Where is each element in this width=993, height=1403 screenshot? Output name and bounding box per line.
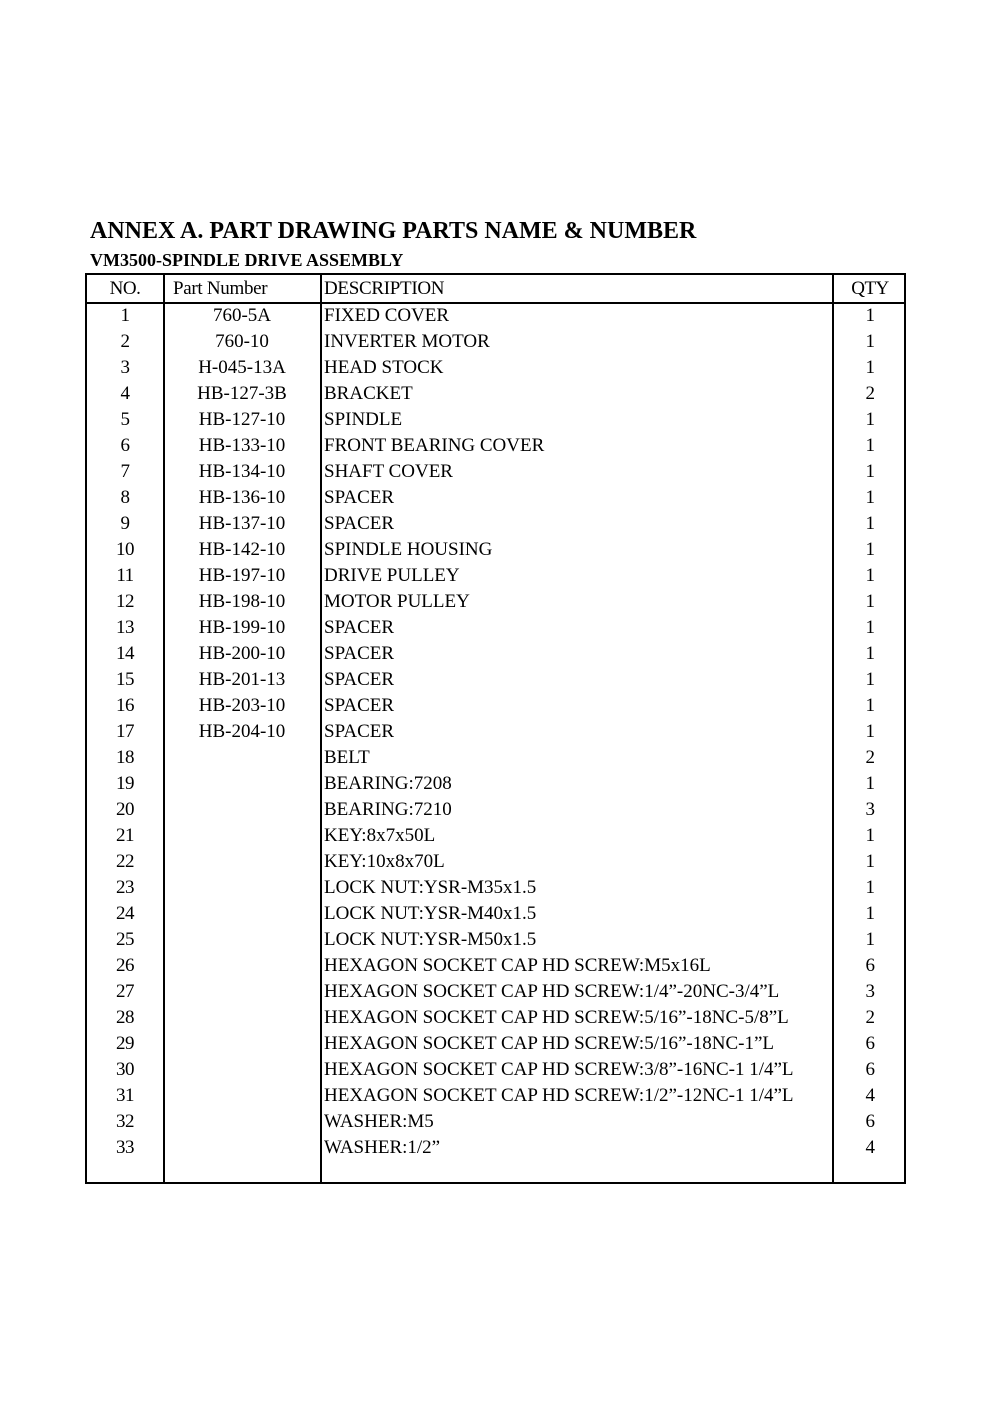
row-no: 10 xyxy=(116,539,134,560)
row-description: SPACER xyxy=(324,513,395,534)
row-description: KEY:8x7x50L xyxy=(324,825,436,846)
row-description: HEXAGON SOCKET CAP HD SCREW:5/16”-18NC-5/8”L xyxy=(324,1007,789,1028)
row-qty: 1 xyxy=(865,695,875,716)
row-qty: 4 xyxy=(865,1085,875,1106)
row-qty: 1 xyxy=(865,617,875,638)
row-qty: 4 xyxy=(865,1137,875,1158)
row-part-number: 760-10 xyxy=(215,331,269,352)
row-part-number: HB-127-3B xyxy=(197,383,287,404)
row-qty: 1 xyxy=(865,903,875,924)
row-no: 23 xyxy=(116,877,134,898)
row-part-number xyxy=(164,1109,320,1135)
row-part-number: HB-198-10 xyxy=(198,591,286,612)
row-qty: 1 xyxy=(865,643,875,664)
row-description: LOCK NUT:YSR-M40x1.5 xyxy=(324,903,537,924)
row-description: MOTOR PULLEY xyxy=(324,591,470,612)
row-qty: 3 xyxy=(865,981,875,1002)
row-qty: 6 xyxy=(865,1033,875,1054)
row-no: 32 xyxy=(116,1111,134,1132)
header-part-number: Part Number xyxy=(173,278,268,299)
row-part-number xyxy=(164,901,320,927)
row-qty: 1 xyxy=(865,409,875,430)
row-part-number: HB-136-10 xyxy=(198,487,286,508)
row-description: SPACER xyxy=(324,695,395,716)
row-no: 20 xyxy=(116,799,134,820)
row-part-number xyxy=(164,1057,320,1083)
row-part-number: H-045-13A xyxy=(198,357,286,378)
row-part-number xyxy=(164,875,320,901)
row-no: 4 xyxy=(120,383,130,404)
row-qty: 1 xyxy=(865,773,875,794)
row-description: FRONT BEARING COVER xyxy=(324,435,545,456)
row-no: 11 xyxy=(116,565,134,586)
row-description: WASHER:1/2” xyxy=(324,1137,441,1158)
row-qty: 3 xyxy=(865,799,875,820)
row-no: 5 xyxy=(120,409,130,430)
row-description: SPACER xyxy=(324,669,395,690)
row-description: SPINDLE xyxy=(324,409,403,430)
row-no: 33 xyxy=(116,1137,134,1158)
row-part-number xyxy=(164,745,320,771)
row-no: 25 xyxy=(116,929,134,950)
row-qty: 1 xyxy=(865,721,875,742)
row-description: BELT xyxy=(324,747,370,768)
row-description: BEARING:7210 xyxy=(324,799,452,820)
row-part-number xyxy=(164,953,320,979)
row-part-number: HB-134-10 xyxy=(198,461,286,482)
row-part-number: HB-199-10 xyxy=(198,617,286,638)
row-qty: 1 xyxy=(865,435,875,456)
row-no: 8 xyxy=(120,487,130,508)
row-description: SPACER xyxy=(324,643,395,664)
column-divider-part-number xyxy=(320,275,322,1182)
row-part-number: HB-200-10 xyxy=(198,643,286,664)
row-part-number xyxy=(164,1083,320,1109)
row-no: 26 xyxy=(116,955,134,976)
row-description: HEXAGON SOCKET CAP HD SCREW:1/2”-12NC-1 1/4”L xyxy=(324,1085,794,1106)
row-description: SPACER xyxy=(324,617,395,638)
row-description: LOCK NUT:YSR-M35x1.5 xyxy=(324,877,537,898)
row-description: WASHER:M5 xyxy=(324,1111,434,1132)
row-qty: 2 xyxy=(865,383,875,404)
row-part-number xyxy=(164,1005,320,1031)
row-no: 7 xyxy=(120,461,130,482)
row-qty: 1 xyxy=(865,305,875,326)
row-part-number xyxy=(164,797,320,823)
row-no: 30 xyxy=(116,1059,134,1080)
row-part-number xyxy=(164,849,320,875)
row-qty: 6 xyxy=(865,1059,875,1080)
row-no: 14 xyxy=(116,643,134,664)
row-no: 18 xyxy=(116,747,134,768)
assembly-subtitle: VM3500-SPINDLE DRIVE ASSEMBLY xyxy=(90,250,404,270)
row-part-number: HB-137-10 xyxy=(198,513,286,534)
row-part-number xyxy=(164,927,320,953)
header-description: DESCRIPTION xyxy=(324,278,445,299)
row-qty: 6 xyxy=(865,955,875,976)
row-part-number: HB-133-10 xyxy=(198,435,286,456)
row-qty: 1 xyxy=(865,565,875,586)
row-part-number: 760-5A xyxy=(212,305,272,326)
row-description: BRACKET xyxy=(324,383,413,404)
row-part-number xyxy=(164,1031,320,1057)
row-description: SHAFT COVER xyxy=(324,461,453,482)
row-no: 28 xyxy=(116,1007,134,1028)
row-no: 16 xyxy=(116,695,134,716)
row-qty: 1 xyxy=(865,877,875,898)
header-no: NO. xyxy=(109,278,141,299)
row-qty: 1 xyxy=(865,825,875,846)
row-qty: 2 xyxy=(865,1007,875,1028)
row-part-number xyxy=(164,771,320,797)
row-part-number: HB-142-10 xyxy=(198,539,286,560)
row-description: LOCK NUT:YSR-M50x1.5 xyxy=(324,929,537,950)
row-qty: 1 xyxy=(865,851,875,872)
row-description: BEARING:7208 xyxy=(324,773,452,794)
row-no: 31 xyxy=(116,1085,134,1106)
row-no: 1 xyxy=(120,305,130,326)
row-description: INVERTER MOTOR xyxy=(324,331,490,352)
row-description: HEXAGON SOCKET CAP HD SCREW:3/8”-16NC-1 1/4”L xyxy=(324,1059,794,1080)
row-no: 3 xyxy=(120,357,130,378)
row-description: HEXAGON SOCKET CAP HD SCREW:5/16”-18NC-1”L xyxy=(324,1033,775,1054)
row-no: 15 xyxy=(116,669,134,690)
row-description: SPACER xyxy=(324,487,395,508)
parts-table xyxy=(85,273,906,1184)
row-part-number: HB-204-10 xyxy=(198,721,286,742)
row-qty: 1 xyxy=(865,669,875,690)
row-part-number: HB-197-10 xyxy=(198,565,286,586)
row-no: 21 xyxy=(116,825,134,846)
row-no: 12 xyxy=(116,591,134,612)
row-description: HEXAGON SOCKET CAP HD SCREW:1/4”-20NC-3/4”L xyxy=(324,981,780,1002)
row-no: 2 xyxy=(120,331,130,352)
row-description: HEAD STOCK xyxy=(324,357,444,378)
row-description: SPACER xyxy=(324,721,395,742)
row-no: 9 xyxy=(120,513,130,534)
row-qty: 6 xyxy=(865,1111,875,1132)
row-qty: 1 xyxy=(865,539,875,560)
row-no: 27 xyxy=(116,981,134,1002)
document-title: ANNEX A. PART DRAWING PARTS NAME & NUMBER xyxy=(90,218,697,244)
row-description: KEY:10x8x70L xyxy=(324,851,445,872)
row-qty: 1 xyxy=(865,461,875,482)
row-qty: 1 xyxy=(865,929,875,950)
row-part-number: HB-201-13 xyxy=(198,669,286,690)
row-part-number xyxy=(164,979,320,1005)
header-qty: QTY xyxy=(851,278,889,299)
row-description: SPINDLE HOUSING xyxy=(324,539,493,560)
row-no: 17 xyxy=(116,721,134,742)
row-description: HEXAGON SOCKET CAP HD SCREW:M5x16L xyxy=(324,955,711,976)
row-no: 22 xyxy=(116,851,134,872)
row-no: 29 xyxy=(116,1033,134,1054)
row-qty: 1 xyxy=(865,591,875,612)
row-part-number xyxy=(164,823,320,849)
row-no: 24 xyxy=(116,903,134,924)
row-qty: 1 xyxy=(865,487,875,508)
row-qty: 1 xyxy=(865,513,875,534)
row-qty: 1 xyxy=(865,357,875,378)
row-part-number: HB-127-10 xyxy=(198,409,286,430)
row-no: 6 xyxy=(120,435,130,456)
row-description: DRIVE PULLEY xyxy=(324,565,460,586)
row-description: FIXED COVER xyxy=(324,305,450,326)
row-part-number xyxy=(164,1135,320,1161)
row-part-number: HB-203-10 xyxy=(198,695,286,716)
row-no: 13 xyxy=(116,617,134,638)
row-no: 19 xyxy=(116,773,134,794)
row-qty: 2 xyxy=(865,747,875,768)
row-qty: 1 xyxy=(865,331,875,352)
